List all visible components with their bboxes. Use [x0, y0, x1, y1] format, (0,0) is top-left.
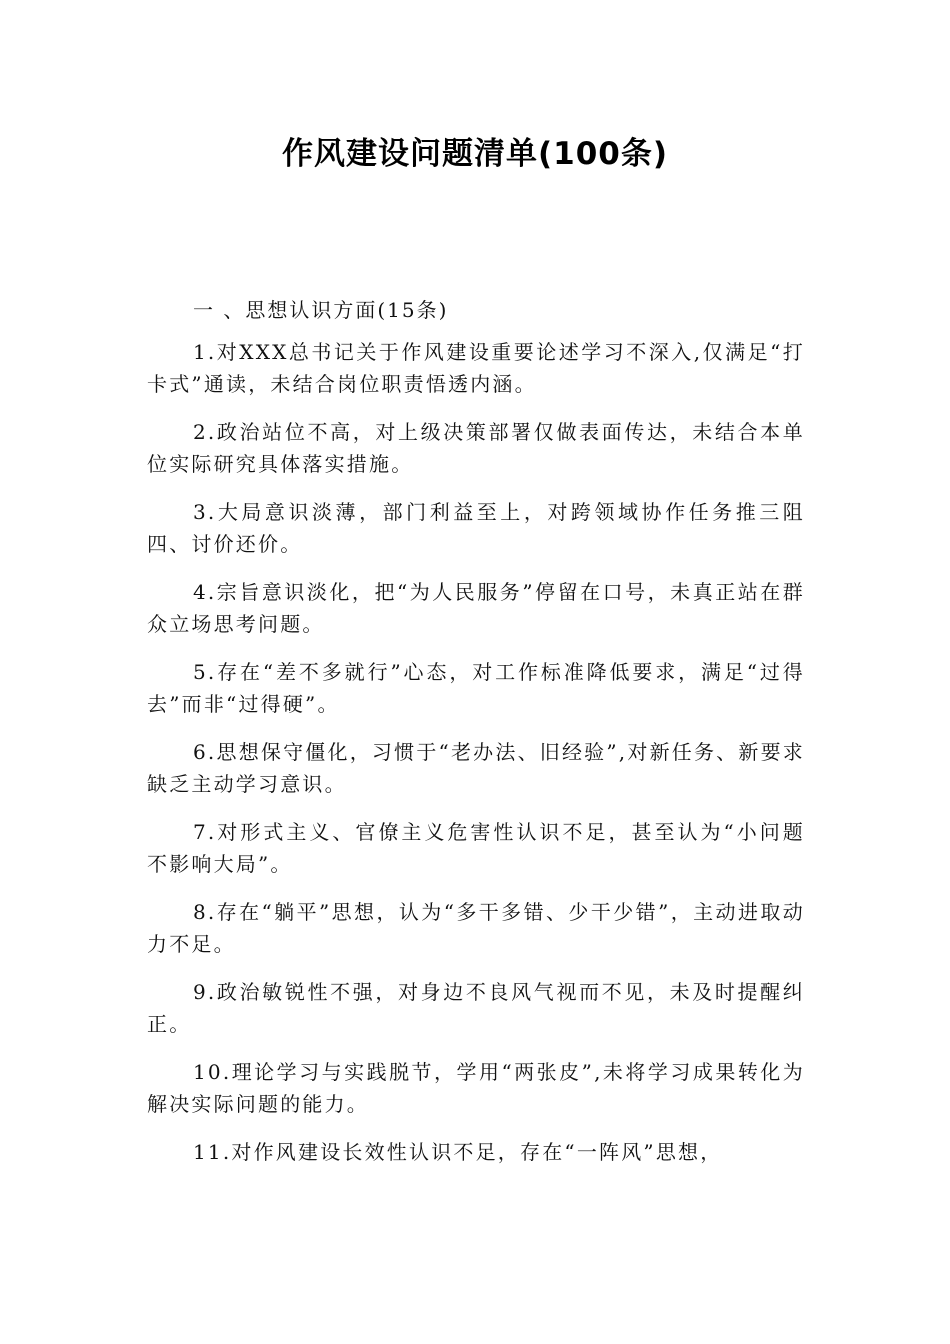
list-item: 2.政治站位不高，对上级决策部署仅做表面传达，未结合本单位实际研究具体落实措施。 [147, 420, 805, 476]
list-item: 9.政治敏锐性不强，对身边不良风气视而不见，未及时提醒纠正。 [147, 980, 805, 1036]
document-title: 作风建设问题清单(100条) [281, 136, 669, 172]
section-heading: 一 、思想认识方面(15条) [193, 298, 449, 322]
list-item: 3.大局意识淡薄，部门利益至上，对跨领域协作任务推三阻四、讨价还价。 [147, 500, 805, 556]
list-item: 5.存在“差不多就行”心态，对工作标准降低要求，满足“过得去”而非“过得硬”。 [147, 660, 805, 716]
list-item: 7.对形式主义、官僚主义危害性认识不足，甚至认为“小问题不影响大局”。 [147, 820, 805, 876]
list-item: 8.存在“躺平”思想，认为“多干多错、少干少错”，主动进取动力不足。 [147, 900, 805, 956]
list-item: 1.对XXX总书记关于作风建设重要论述学习不深入,仅满足“打卡式”通读，未结合岗位职责悟透内涵。 [147, 340, 805, 396]
list-item: 6.思想保守僵化，习惯于“老办法、旧经验”,对新任务、新要求缺乏主动学习意识。 [147, 740, 805, 796]
document-body [147, 294, 805, 1184]
list-item: 11.对作风建设长效性认识不足，存在“一阵风”思想， [193, 1140, 723, 1164]
list-item: 4.宗旨意识淡化，把“为人民服务”停留在口号，未真正站在群众立场思考问题。 [147, 580, 805, 636]
list-item: 10.理论学习与实践脱节，学用“两张皮”,未将学习成果转化为解决实际问题的能力。 [147, 1060, 805, 1116]
